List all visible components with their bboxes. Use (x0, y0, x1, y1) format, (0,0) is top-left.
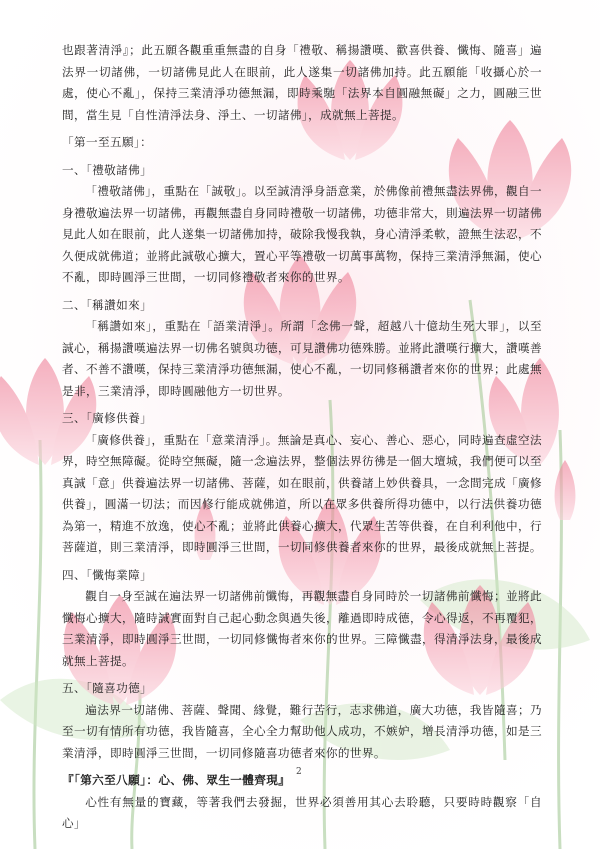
paragraph-vow-6-intro: 心性有無量的寶藏，等著我們去發掘，世界必須善用其心去聆聽，只要時時觀察「自心」 (62, 794, 542, 830)
intro-paragraph: 也跟著清淨』；此五願各觀重重無盡的自身「禮敬、稱揚讚嘆、歡喜供養、懺悔、隨喜」遍法界一切諸佛，一切諸佛見此人在眼前，此人遂集一切諸佛加持。此五願能「收攝心於一處，使心不亂」，保持三業清淨功德無漏，即時乘馳「法界本自圓融無礙」之力，圓融三世間，當生見「自性清淨法身、淨土、一切諸佛」，成就無上菩提。 (62, 43, 542, 122)
page-number: 2 (296, 767, 302, 777)
heading-vow-1: 一、「禮敬諸佛」 (62, 162, 153, 177)
paragraph-vow-5: 遍法界一切諸佛、菩薩、聲聞、緣覺，難行苦行，志求佛道，廣大功德，我皆隨喜；乃至一切有情所有功德，我皆隨喜，全心全力幫助他人成功，不嫉妒，增長清淨功德，如是三業清淨，即時圓淨三世間，一切同修隨喜功德者來你的世界。 (62, 702, 542, 760)
paragraph-vow-3: 「廣修供養」，重點在「意業清淨」。無論是真心、妄心、善心、惡心，同時遍查虛空法界，時空無障礙。從時空無礙，隨一念遍法界，整個法界彷彿是一個大壇城，我們便可以至真誠「意」供養遍法界一切諸佛、菩薩，如在眼前，供養諸上妙供養具，一念間完成「廣修供養」，圓滿一切法；而因修行能成就佛道，所以在眾多供養所得功德中，以行法供養功德為第一，精進不放逸，使心不亂；並將此供養心擴大，代眾生苦等供養，在自利利他中，行菩薩道，則三業清淨，即時圓淨三世間，一切同修供養者來你的世界，最後成就無上菩提。 (62, 432, 542, 554)
heading-vow-2: 二、「稱讚如來」 (62, 297, 153, 312)
section-title-1-5: 「第一至五願」： (62, 135, 153, 149)
heading-vow-4: 四、「懺悔業障」 (62, 567, 153, 582)
section-title-6-8: 『「第六至八願」：心、佛、眾生一體齊現』 (62, 773, 291, 787)
paragraph-vow-4: 觀自一身至誠在遍法界一切諸佛前懺悔，再觀無盡自身同時於一切諸佛前懺悔；並將此懺悔心擴大，隨時誠實面對自己起心動念與過失後，離過即時成德，令心得返，不再覆犯，三業清淨，即時圓淨三世間，一切同修懺悔者來你的世界。三障懺盡，得清淨法身，最後成就無上菩提。 (62, 589, 542, 668)
paragraph-vow-1: 「禮敬諸佛」，重點在「誠敬」。以至誠清淨身語意業，於佛像前禮無盡法界佛，觀自一身禮敬遍法界一切諸佛，再觀無盡自身同時禮敬一切諸佛，功德非常大，則遍法界一切諸佛見此人如在眼前，此人遂集一切諸佛加持，破除我慢我執，身心清淨柔軟，證無生法忍，不久便成就佛道；並將此誠敬心擴大，置心平等禮敬一切萬事萬物，保持三業清淨無漏，使心不亂，即時圓淨三世間，一切同修禮敬者來你的世界。 (62, 184, 542, 284)
paragraph-vow-2: 「稱讚如來」，重點在「語業清淨」。所謂「念佛一聲，超越八十億劫生死大罪」，以至誠心，稱揚讚嘆遍法界一切佛名號與功德，可見讚佛功德殊勝。並將此讚嘆行擴大，讚嘆善者、不善不讚嘆，保持三業清淨功德無漏，使心不亂，一切同修稱讚者來你的世界；此處無是非，三業清淨，即時圓融他方一切世界。 (62, 319, 542, 398)
heading-vow-3: 三、「廣修供養」 (62, 411, 153, 425)
heading-vow-5: 五、「隨喜功德」 (62, 681, 153, 695)
document-body (62, 40, 542, 835)
